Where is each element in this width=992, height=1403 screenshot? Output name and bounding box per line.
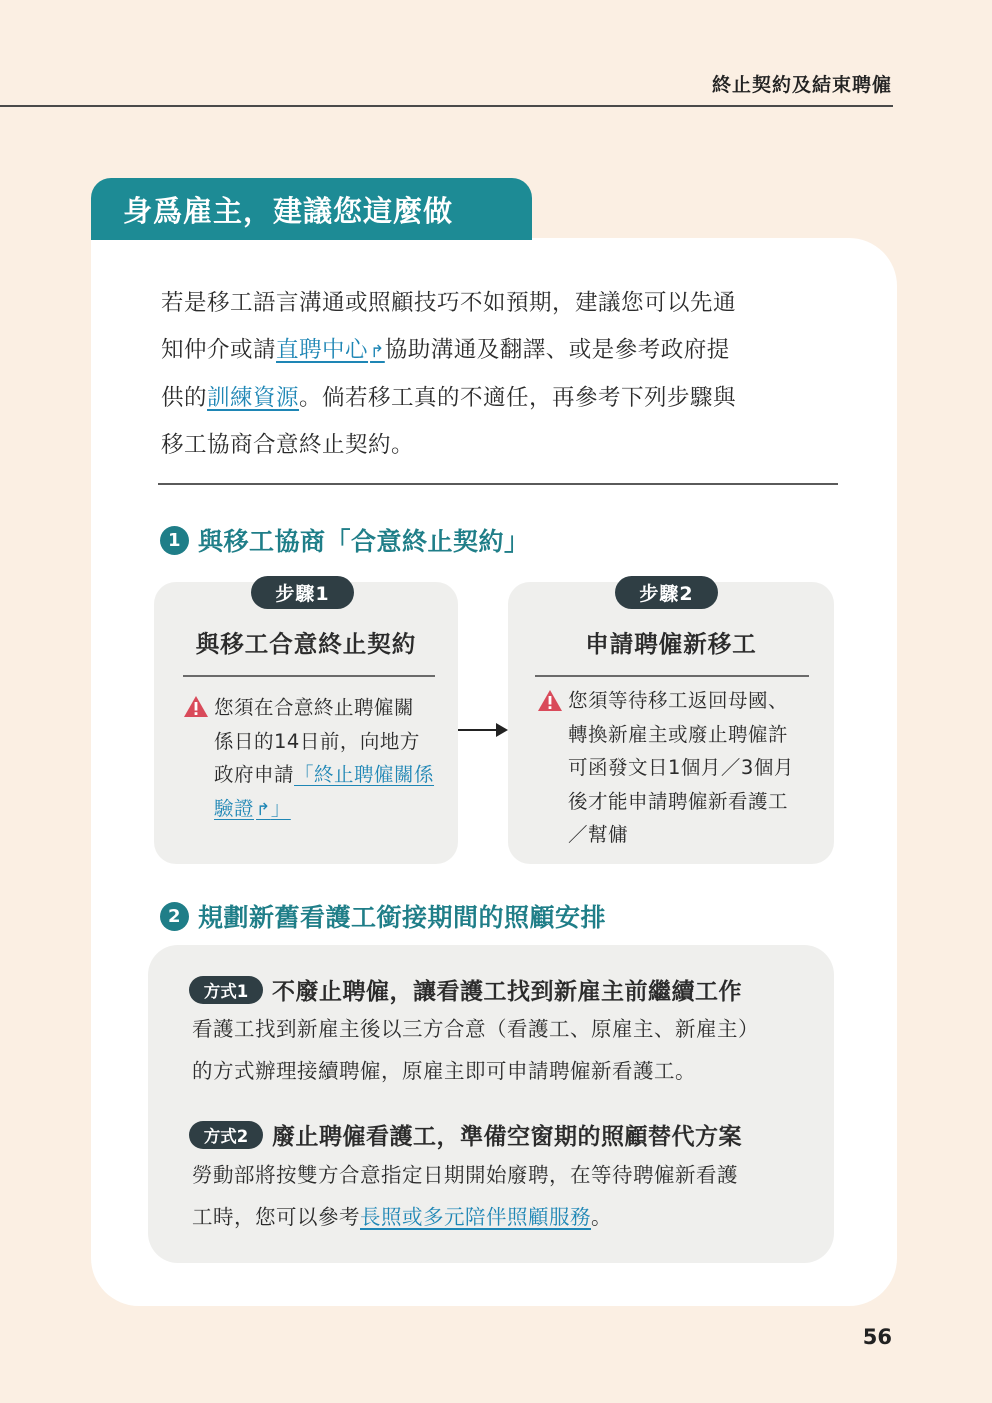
- long-term-care-services-link[interactable]: 長照或多元陪伴照顧服務: [360, 1205, 591, 1229]
- section-title: 身爲雇主，建議您這麼做: [123, 193, 454, 228]
- step2-badge: 步驟2: [615, 576, 718, 609]
- page-number: 56: [862, 1325, 892, 1349]
- option1-badge: 方式1: [189, 976, 263, 1004]
- direct-hiring-center-link[interactable]: 直聘中心 ↱: [276, 336, 385, 363]
- arrow-right-icon: [458, 721, 510, 739]
- section-title-tab: [91, 178, 532, 240]
- step2-title: 申請聘僱新移工: [585, 630, 757, 658]
- step1-note: 您須在合意終止聘僱關 係日的14日前，向地方 政府申請「終止聘僱關係 驗證 ↱」: [214, 696, 435, 820]
- intro-line: 若是移工語言溝通或照顧技巧不如預期，建議您可以先通: [161, 290, 737, 316]
- termination-verification-link[interactable]: 「終止聘僱關係: [294, 763, 435, 786]
- option1-body: 看護工找到新雇主後以三方合意（看護工、原雇主、新雇主） 的方式辦理接續聘僱，原雇主即可申請聘僱新看護工。: [192, 1017, 759, 1083]
- option2-heading: 廢止聘僱看護工，準備空窗期的照顧替代方案: [272, 1124, 742, 1150]
- intro-line: 供的訓練資源。倘若移工真的不適任，再參考下列步驟與: [161, 385, 737, 411]
- option1-heading: 不廢止聘僱，讓看護工找到新雇主前繼續工作: [272, 979, 742, 1005]
- step2-rule: [535, 675, 809, 677]
- warning-icon: [537, 689, 563, 712]
- running-header-title: 終止契約及結束聘僱: [711, 74, 892, 96]
- option2-badge: 方式2: [189, 1121, 263, 1149]
- intro-line: 移工協商合意終止契約。: [161, 431, 415, 458]
- intro-line: 知仲介或請直聘中心 ↱協助溝通及翻譯、或是參考政府提: [161, 336, 730, 363]
- termination-verification-link-cont[interactable]: 驗證 ↱」: [214, 796, 291, 820]
- header-divider: [0, 105, 893, 107]
- part1-heading: [160, 522, 530, 558]
- external-link-icon: ↱: [256, 799, 271, 820]
- number-badge: 2: [160, 902, 189, 931]
- part2-heading: [160, 898, 606, 934]
- warning-icon: [183, 695, 209, 718]
- part2-title: 規劃新舊看護工銜接期間的照顧安排: [198, 903, 607, 932]
- step1-rule: [183, 675, 435, 677]
- section-divider: [158, 483, 838, 485]
- number-badge: 1: [160, 526, 189, 555]
- step1-badge: 步驟1: [251, 576, 354, 609]
- part1-title: 與移工協商「合意終止契約」: [198, 527, 530, 556]
- step2-note: 您須等待移工返回母國、 轉換新雇主或廢止聘僱許 可函發文日1個月／3個月 後才能申請聘僱新看護工 ／幫傭: [568, 689, 794, 846]
- step1-title: 與移工合意終止契約: [195, 630, 417, 658]
- training-resources-link[interactable]: 訓練資源: [207, 385, 300, 411]
- intro-paragraph: [161, 280, 841, 468]
- external-link-icon: ↱: [370, 341, 385, 362]
- option2-body: 勞動部將按雙方合意指定日期開始廢聘，在等待聘僱新看護 工時，您可以參考長照或多元陪伴照顧服務。: [192, 1163, 738, 1229]
